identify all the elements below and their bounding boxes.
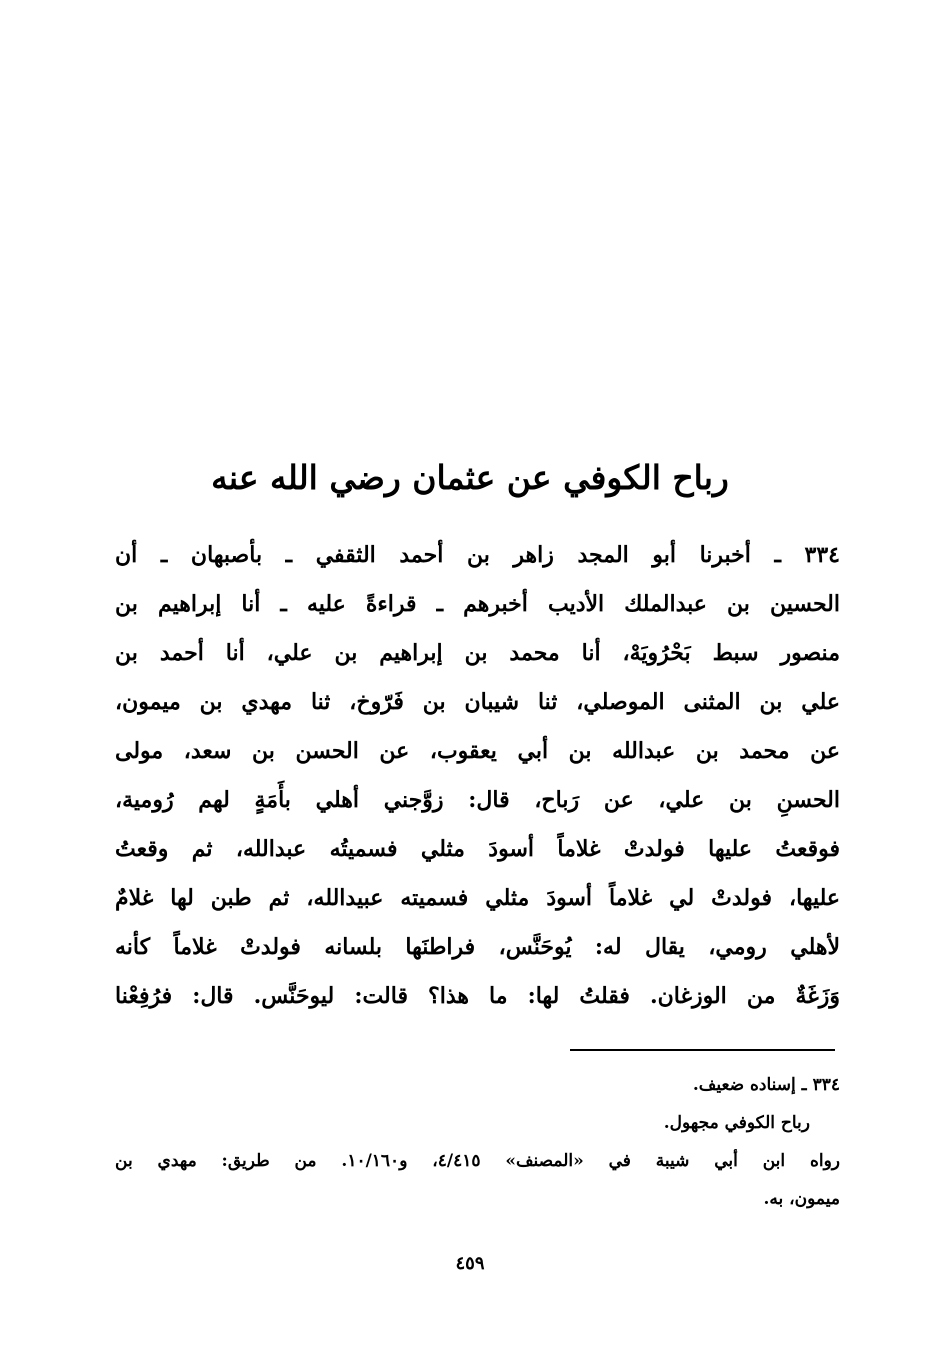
text-line: ٣٣٤ ـ أخبرنا أبو المجد زاهر بن أحمد الثقفي ـ بأصبهان ـ أن: [115, 542, 840, 568]
page-number: ٤٥٩: [455, 1253, 485, 1274]
text-line: علي بن المثنى الموصلي، ثنا شيبان بن فَرّوخ، ثنا مهدي بن ميمون،: [115, 689, 840, 715]
footnote-line: ٣٣٤ ـ إسناده ضعيف.: [692, 1075, 840, 1095]
footnote-line: ميمون، به.: [763, 1189, 840, 1209]
text-line: فوقعتُ عليها فولدتْ غلاماً أسودَ مثلي فسميتُه عبدالله، ثم وقعتُ: [115, 836, 840, 862]
text-line: عليها، فولدتْ لي غلاماً أسودَ مثلي فسميته عبيدالله، ثم طبن لها غلامٌ: [115, 885, 840, 911]
text-line: لأهلي رومي، يقال له: يُوحَنَّس، فراطنَها بلسانه فولدتْ غلاماً كأنه: [115, 934, 840, 960]
footnote-divider: [570, 1049, 835, 1051]
text-line: منصور سبط بَحْرُويَهْ، أنا محمد بن إبراهيم بن علي، أنا أحمد بن: [115, 640, 840, 666]
footnotes: [115, 1066, 840, 1218]
text-line: الحسنِ بن علي، عن رَباح، قال: زوَّجني أهلي بأَمَةٍ لهم رُومية،: [115, 787, 840, 813]
text-line: عن محمد بن عبدالله بن أبي يعقوب، عن الحسن بن سعد، مولى: [115, 738, 840, 764]
hadith-text: [115, 531, 840, 1021]
section-heading: رباح الكوفي عن عثمان رضي الله عنه: [211, 458, 729, 497]
text-line: وَزَغَةٌ من الوزغان. فقلتُ لها: ما هذا؟ قالت: ليوحَنَّس. قال: فرُفِعْنا: [115, 983, 840, 1009]
footnote-line: رباح الكوفي مجهول.: [663, 1113, 810, 1133]
text-line: الحسين بن عبدالملك الأديب أخبرهم ـ قراءةً عليه ـ أنا إبراهيم بن: [115, 591, 840, 617]
footnote-line: رواه ابن أبي شيبة في «المصنف» ٤/٤١٥، و١٠/١٦٠. من طريق: مهدي بن: [115, 1151, 840, 1171]
